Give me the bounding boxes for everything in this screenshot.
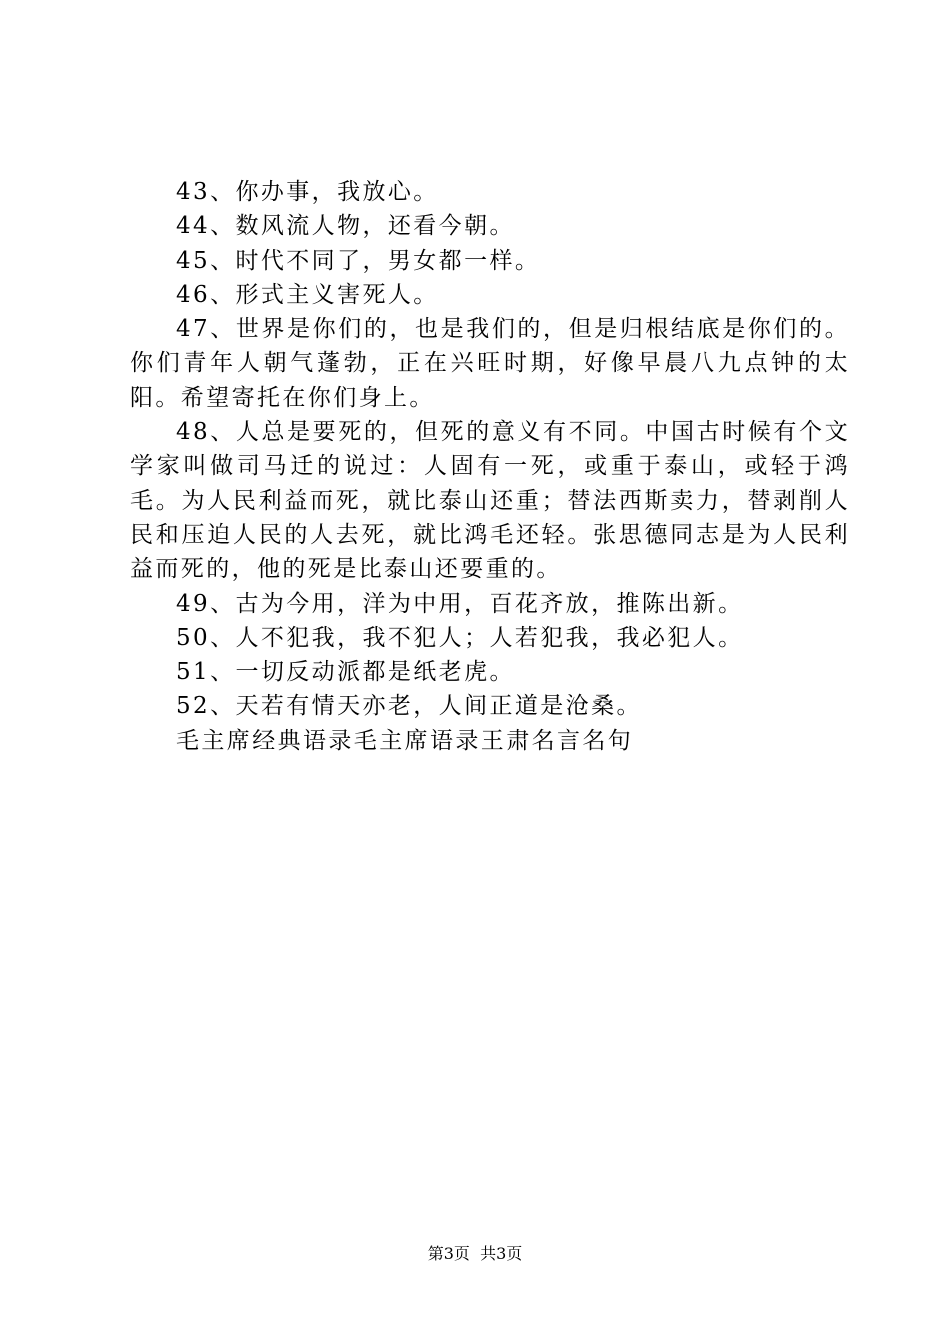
paragraph-50: 50、人不犯我，我不犯人；人若犯我，我必犯人。 [176,624,744,651]
page-footer [0,1243,950,1265]
page-number: 第3页 [427,1244,470,1263]
paragraph-51: 51、一切反动派都是纸老虎。 [176,659,515,686]
document-body [130,175,850,758]
paragraph-title-keywords: 毛主席经典语录毛主席语录王肃名言名句 [176,727,634,754]
page-total: 共3页 [480,1244,523,1263]
footer-spacer [470,1244,480,1263]
paragraph-48: 48、人总是要死的，但死的意义有不同。中国古时候有个文学家叫做司马迁的说过：人固有一死，或重于泰山，或轻于鸿毛。为人民利益而死，就比泰山还重；替法西斯卖力，替剥削人民和压迫人民的人去死，就比鸿毛还轻。张思德同志是为人民利益而死的，他的死是比泰山还要重的。 [130,419,850,583]
paragraph-45: 45、时代不同了，男女都一样。 [176,247,541,274]
paragraph-52: 52、天若有情天亦老，人间正道是沧桑。 [176,693,642,720]
paragraph-47: 47、世界是你们的，也是我们的，但是归根结底是你们的。你们青年人朝气蓬勃，正在兴旺时期，好像早晨八九点钟的太阳。希望寄托在你们身上。 [130,316,850,411]
paragraph-43: 43、你办事，我放心。 [176,179,439,205]
paragraph-44: 44、数风流人物，还看今朝。 [176,213,515,240]
paragraph-49: 49、古为今用，洋为中用，百花齐放，推陈出新。 [176,590,744,617]
paragraph-46: 46、形式主义害死人。 [176,281,439,308]
